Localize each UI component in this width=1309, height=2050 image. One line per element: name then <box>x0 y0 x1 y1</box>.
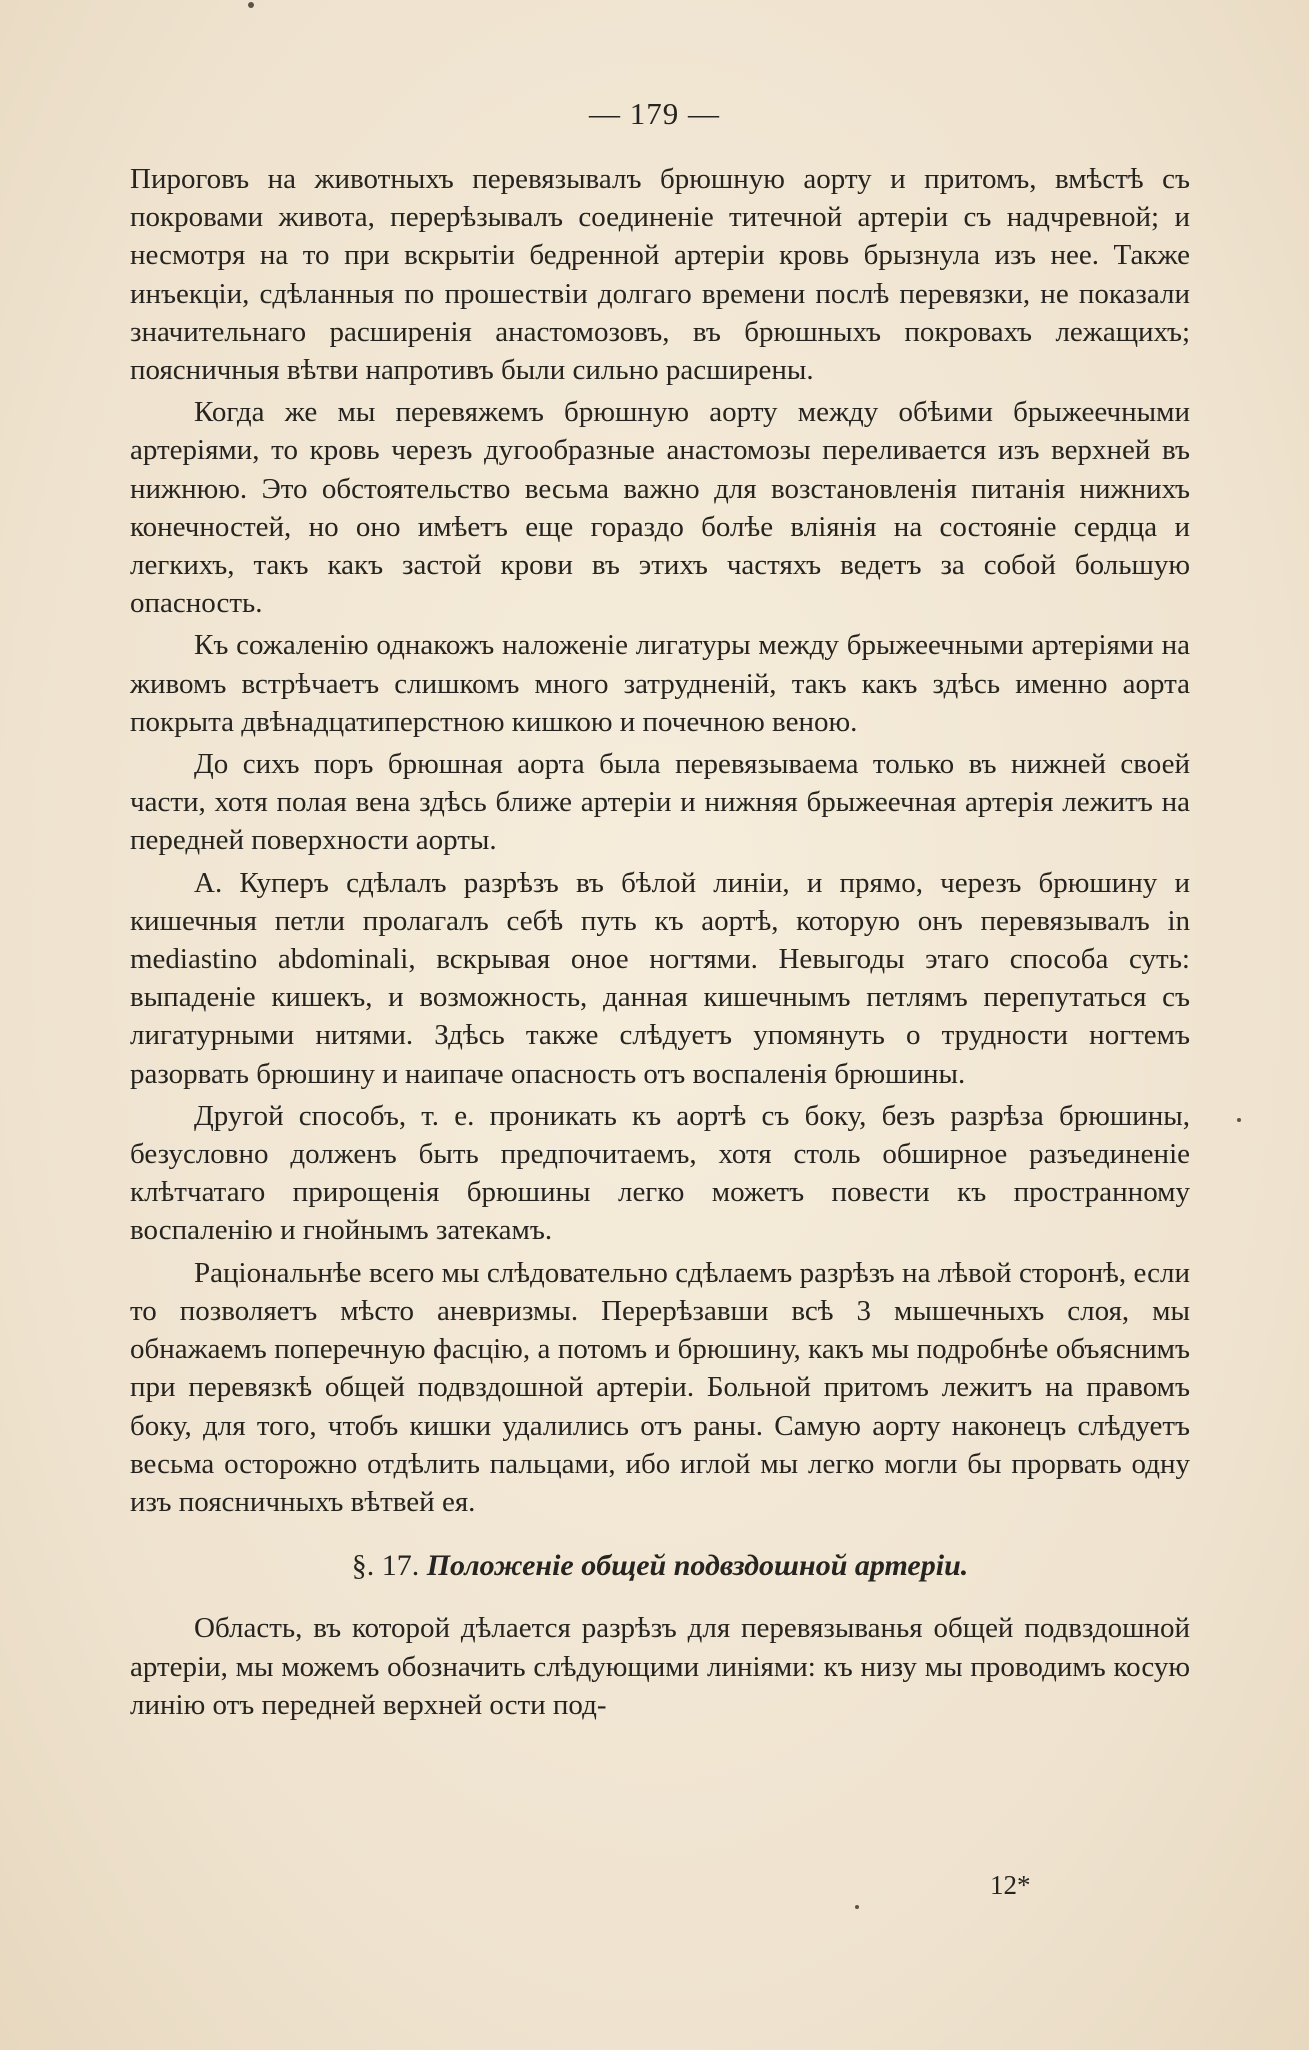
paragraph-6: Другой способъ, т. е. проникать къ аортѣ съ боку, безъ разрѣза брюшины, безусловно долженъ быть предпочитаемъ, хотя столь обширное разъединеніе клѣтчатаго прирощенія брюшины легко можетъ повести къ пространному воспаленію и гнойнымъ затекамъ. <box>130 1099 1190 1247</box>
section-number: §. 17. <box>351 1549 420 1583</box>
page-number: — 179 — <box>589 96 720 131</box>
section-title: Положеніе общей подвздошной артеріи. <box>426 1549 969 1583</box>
paragraph-8: Область, въ которой дѣлается разрѣзъ для перевязыванья общей подвздошной артеріи, мы можемъ обозначить слѣдующими линіями: къ низу мы проводимъ косую линію отъ передней верхней ости под- <box>130 1612 1190 1721</box>
paragraph-1: Пироговъ на животныхъ перевязывалъ брюшную аорту и притомъ, вмѣстѣ съ покровами живота, перерѣзывалъ соединеніе титечной артеріи съ надчревной; и несмотря на то при вскрытіи бедренной артеріи кровь брызнула изъ нее. Также инъекціи, сдѣланныя по прошествіи долгаго времени послѣ перевязки, не показали значительнаго расширенія анастомозовъ, въ брюшныхъ покровахъ лежащихъ; поясничныя вѣтви напротивъ были сильно расширены. <box>130 163 1190 387</box>
ink-speck <box>1237 1118 1241 1122</box>
section-heading <box>130 1547 1190 1585</box>
ink-speck <box>248 2 254 8</box>
ink-speck <box>855 1905 859 1909</box>
body-text <box>130 160 1190 1728</box>
signature-mark: 12* <box>990 1870 1031 1900</box>
paragraph-5: А. Куперъ сдѣлалъ разрѣзъ въ бѣлой линіи, и прямо, черезъ брюшину и кишечныя петли пролагалъ себѣ путь къ аортѣ, которую онъ перевязывалъ in mediastino abdominali, вскрывая оное ногтями. Невыгоды этаго способа суть: выпаденіе кишекъ, и возможность, данная кишечнымъ петлямъ перепутаться съ лигатурными нитями. Здѣсь также слѣдуетъ упомянуть о трудности ногтемъ разорвать брюшину и наипаче опасность отъ воспаленія брюшины. <box>130 866 1190 1090</box>
paragraph-3: Къ сожаленію однакожъ наложеніе лигатуры между брыжеечными артеріями на живомъ встрѣчаетъ слишкомъ много затрудненій, такъ какъ здѣсь именно аорта покрыта двѣнадцатиперстною кишкою и почечною веною. <box>130 629 1190 738</box>
paragraph-2: Когда же мы перевяжемъ брюшную аорту между обѣими брыжеечными артеріями, то кровь черезъ дугообразные анастомозы переливается изъ верхней въ нижнюю. Это обстоятельство весьма важно для возстановленія питанія нижнихъ конечностей, но оно имѣетъ еще гораздо болѣе вліянія на состояніе сердца и легкихъ, такъ какъ застой крови въ этихъ частяхъ ведетъ за собой большую опасность. <box>130 396 1190 620</box>
paragraph-7: Раціональнѣе всего мы слѣдовательно сдѣлаемъ разрѣзъ на лѣвой сторонѣ, если то позволяетъ мѣсто аневризмы. Перерѣзавши всѣ 3 мышечныхъ слоя, мы обнажаемъ поперечную фасцію, а потомъ и брюшину, какъ мы подробнѣе объяснимъ при перевязкѣ общей подвздошной артеріи. Больной притомъ лежитъ на правомъ боку, для того, чтобъ кишки удалились отъ раны. Самую аорту наконецъ слѣдуетъ весьма осторожно отдѣлить пальцами, ибо иглой мы легко могли бы прорвать одну изъ поясничныхъ вѣтвей ея. <box>130 1256 1190 1518</box>
paragraph-4: До сихъ поръ брюшная аорта была перевязываема только въ нижней своей части, хотя полая вена здѣсь ближе артеріи и нижняя брыжеечная артерія лежитъ на передней поверхности аорты. <box>130 748 1190 857</box>
